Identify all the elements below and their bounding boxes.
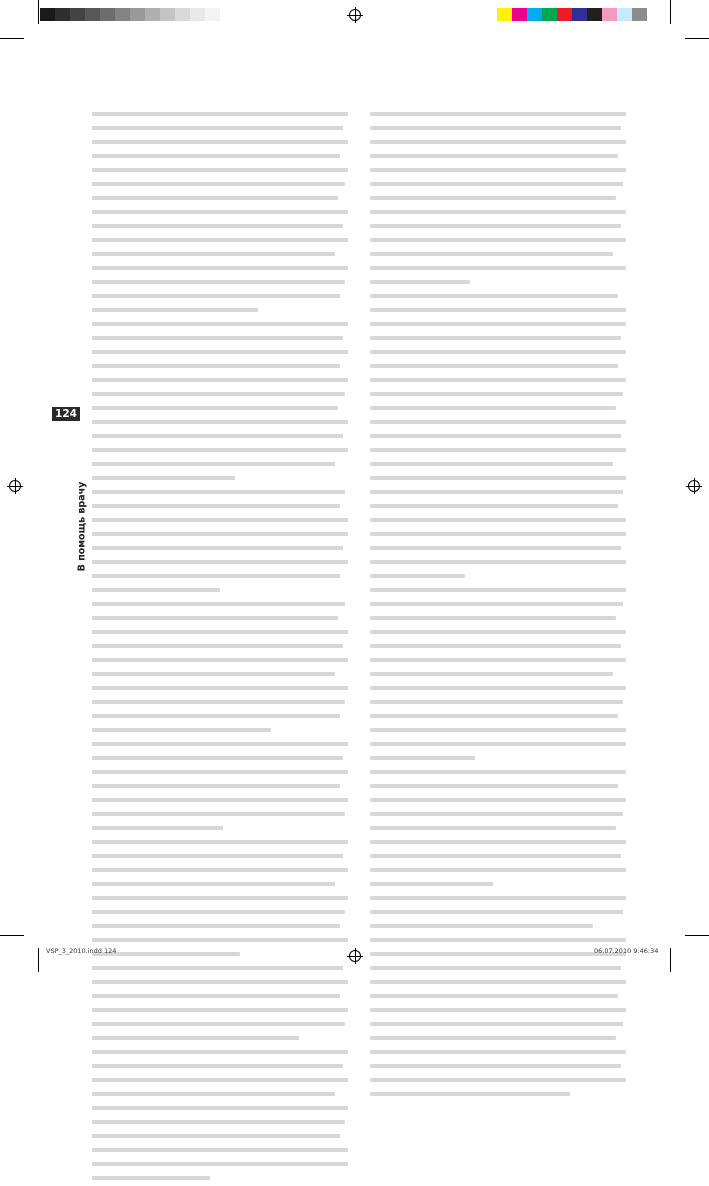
text-line xyxy=(92,952,348,963)
text-line xyxy=(92,490,348,501)
text-line xyxy=(92,994,348,1005)
text-line xyxy=(92,1078,348,1089)
crop-mark xyxy=(0,38,24,39)
text-line xyxy=(370,196,626,207)
text-line xyxy=(370,336,626,347)
text-line xyxy=(92,1008,348,1019)
text-line xyxy=(370,952,626,963)
text-line xyxy=(370,126,626,137)
text-line xyxy=(92,742,348,753)
crop-mark xyxy=(670,948,671,972)
text-line xyxy=(370,238,626,249)
color-swatch xyxy=(175,8,190,21)
paragraph xyxy=(92,112,348,319)
registration-mark-icon xyxy=(9,480,21,492)
text-line xyxy=(92,532,348,543)
text-line xyxy=(370,378,626,389)
text-line xyxy=(370,350,626,361)
text-line xyxy=(370,602,626,613)
text-line xyxy=(370,924,626,935)
text-line xyxy=(92,294,348,305)
text-line xyxy=(370,742,626,753)
color-swatch xyxy=(602,8,617,21)
paragraph xyxy=(92,490,348,599)
color-swatch xyxy=(632,8,647,21)
text-line xyxy=(370,546,626,557)
paragraph xyxy=(92,602,348,739)
crop-mark xyxy=(670,0,671,24)
paragraph xyxy=(92,966,348,1047)
text-line xyxy=(370,1064,626,1075)
text-line xyxy=(92,616,348,627)
text-line xyxy=(370,770,626,781)
color-swatch xyxy=(40,8,55,21)
color-swatch xyxy=(85,8,100,21)
text-line xyxy=(92,560,348,571)
text-line xyxy=(370,756,626,767)
crop-mark xyxy=(0,935,24,936)
text-line xyxy=(92,126,348,137)
text-line xyxy=(92,266,348,277)
text-line xyxy=(370,728,626,739)
text-line xyxy=(370,658,626,669)
color-swatch xyxy=(557,8,572,21)
paragraph xyxy=(370,896,626,935)
text-line xyxy=(370,140,626,151)
text-line xyxy=(370,476,626,487)
text-line xyxy=(92,1022,348,1033)
text-line xyxy=(92,910,348,921)
text-line xyxy=(92,196,348,207)
text-line xyxy=(92,448,348,459)
text-line xyxy=(92,714,348,725)
text-line xyxy=(370,714,626,725)
text-line xyxy=(370,1008,626,1019)
text-line xyxy=(92,1162,348,1173)
text-line xyxy=(92,840,348,851)
color-swatch xyxy=(115,8,130,21)
process-color-bar xyxy=(497,8,647,21)
text-line xyxy=(370,686,626,697)
text-line xyxy=(370,406,626,417)
text-line xyxy=(92,364,348,375)
text-line xyxy=(370,532,626,543)
text-line xyxy=(370,1050,626,1061)
text-line xyxy=(370,994,626,1005)
color-swatch xyxy=(70,8,85,21)
text-line xyxy=(92,476,348,487)
text-line xyxy=(92,658,348,669)
text-line xyxy=(92,140,348,151)
registration-mark-icon xyxy=(688,480,700,492)
text-line xyxy=(92,1036,348,1047)
text-line xyxy=(370,490,626,501)
text-line xyxy=(370,616,626,627)
left-text-column xyxy=(92,108,348,1186)
color-swatch xyxy=(160,8,175,21)
text-line xyxy=(92,1050,348,1061)
text-line xyxy=(92,546,348,557)
color-swatch xyxy=(587,8,602,21)
text-line xyxy=(92,728,348,739)
text-line xyxy=(92,462,348,473)
text-line xyxy=(370,182,626,193)
text-line xyxy=(92,924,348,935)
text-line xyxy=(92,966,348,977)
text-line xyxy=(370,1092,626,1103)
text-line xyxy=(92,224,348,235)
text-line xyxy=(370,266,626,277)
text-line xyxy=(370,1022,626,1033)
text-line xyxy=(92,378,348,389)
crop-mark xyxy=(38,948,39,972)
registration-mark-icon xyxy=(349,950,361,962)
text-line xyxy=(92,1148,348,1159)
text-line xyxy=(370,644,626,655)
registration-mark-icon xyxy=(349,9,361,21)
color-swatch xyxy=(572,8,587,21)
paragraph xyxy=(92,322,348,487)
text-line xyxy=(370,462,626,473)
text-line xyxy=(92,308,348,319)
text-line xyxy=(92,392,348,403)
text-line xyxy=(370,840,626,851)
text-line xyxy=(370,784,626,795)
color-swatch xyxy=(512,8,527,21)
text-line xyxy=(370,980,626,991)
text-line xyxy=(370,504,626,515)
text-line xyxy=(92,980,348,991)
text-line xyxy=(92,504,348,515)
slug-timestamp: 06.07.2010 9:46:34 xyxy=(594,947,658,955)
text-line xyxy=(92,1064,348,1075)
text-line xyxy=(92,896,348,907)
text-line xyxy=(92,700,348,711)
text-line xyxy=(92,798,348,809)
crop-mark xyxy=(685,935,709,936)
text-line xyxy=(370,868,626,879)
text-line xyxy=(92,938,348,949)
paragraph xyxy=(370,938,626,1103)
text-line xyxy=(370,308,626,319)
text-line xyxy=(370,896,626,907)
color-swatch xyxy=(205,8,220,21)
color-swatch xyxy=(55,8,70,21)
text-line xyxy=(370,826,626,837)
text-line xyxy=(92,882,348,893)
text-line xyxy=(370,154,626,165)
text-line xyxy=(92,672,348,683)
color-swatch xyxy=(617,8,632,21)
right-text-column xyxy=(370,108,626,1102)
text-line xyxy=(92,238,348,249)
text-line xyxy=(370,938,626,949)
text-line xyxy=(92,630,348,641)
text-line xyxy=(370,448,626,459)
text-line xyxy=(92,770,348,781)
paragraph xyxy=(92,1050,348,1186)
text-line xyxy=(370,112,626,123)
paragraph xyxy=(370,112,626,291)
color-swatch xyxy=(527,8,542,21)
color-swatch xyxy=(100,8,115,21)
gray-color-bar xyxy=(40,8,220,21)
paragraph xyxy=(92,742,348,837)
text-line xyxy=(92,756,348,767)
text-line xyxy=(370,280,626,291)
text-line xyxy=(92,182,348,193)
text-line xyxy=(92,1106,348,1117)
text-line xyxy=(370,210,626,221)
text-line xyxy=(92,868,348,879)
crop-mark xyxy=(38,0,39,24)
section-tab: В помощь врачу xyxy=(77,472,88,582)
text-line xyxy=(370,252,626,263)
text-line xyxy=(370,420,626,431)
text-line xyxy=(370,700,626,711)
text-line xyxy=(370,798,626,809)
text-line xyxy=(92,1120,348,1131)
text-line xyxy=(92,1176,348,1186)
color-swatch xyxy=(542,8,557,21)
text-line xyxy=(92,518,348,529)
text-line xyxy=(370,224,626,235)
page-number: 124 xyxy=(52,407,80,421)
text-line xyxy=(370,518,626,529)
text-line xyxy=(92,602,348,613)
color-swatch xyxy=(497,8,512,21)
text-line xyxy=(92,112,348,123)
text-line xyxy=(92,280,348,291)
color-swatch xyxy=(145,8,160,21)
text-line xyxy=(370,434,626,445)
text-line xyxy=(92,826,348,837)
paragraph xyxy=(370,294,626,585)
text-line xyxy=(92,434,348,445)
slug-file-name: VSP_3_2010.indd 124 xyxy=(46,947,116,955)
text-line xyxy=(370,588,626,599)
text-line xyxy=(92,322,348,333)
text-line xyxy=(92,350,348,361)
text-line xyxy=(370,168,626,179)
text-line xyxy=(92,336,348,347)
text-line xyxy=(92,168,348,179)
text-line xyxy=(92,210,348,221)
text-line xyxy=(92,1092,348,1103)
text-line xyxy=(92,644,348,655)
text-line xyxy=(92,252,348,263)
text-line xyxy=(92,1134,348,1145)
text-line xyxy=(370,910,626,921)
text-line xyxy=(92,784,348,795)
text-line xyxy=(370,966,626,977)
text-line xyxy=(92,686,348,697)
text-line xyxy=(370,1036,626,1047)
text-line xyxy=(370,882,626,893)
paragraph xyxy=(370,770,626,893)
paragraph xyxy=(92,840,348,963)
text-line xyxy=(370,364,626,375)
text-line xyxy=(92,420,348,431)
text-line xyxy=(370,1078,626,1089)
text-line xyxy=(92,406,348,417)
text-line xyxy=(370,294,626,305)
text-line xyxy=(370,392,626,403)
text-line xyxy=(370,672,626,683)
text-line xyxy=(370,812,626,823)
text-line xyxy=(92,154,348,165)
text-line xyxy=(370,574,626,585)
text-line xyxy=(92,812,348,823)
text-line xyxy=(370,854,626,865)
paragraph xyxy=(370,588,626,767)
text-line xyxy=(92,588,348,599)
text-line xyxy=(92,574,348,585)
text-line xyxy=(92,854,348,865)
color-swatch xyxy=(190,8,205,21)
text-line xyxy=(370,630,626,641)
text-line xyxy=(370,560,626,571)
color-swatch xyxy=(130,8,145,21)
crop-mark xyxy=(685,38,709,39)
text-line xyxy=(370,322,626,333)
